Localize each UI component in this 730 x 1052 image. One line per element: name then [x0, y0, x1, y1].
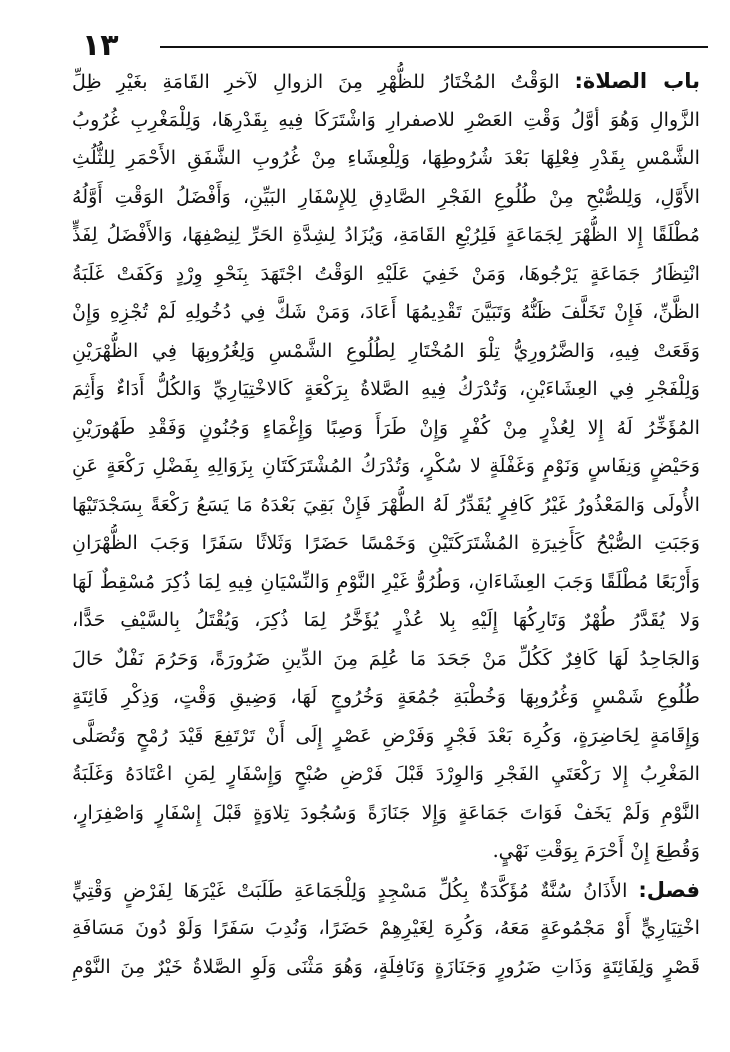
text-line: وَحَيْضٍ وَنِفَاسٍ وَنَوْمٍ وَغَفْلَةٍ لا سُكْرٍ، وَتُدْرَكُ المُشْتَرَكَتَانِ بِزَوَالِهِ بِفَضْلِ رَكْعَةٍ عَنِ — [72, 454, 700, 477]
text-line: مُطْلَقًا إِلا الظُّهْرَ لِجَمَاعَةٍ فَلِرُبْعِ القَامَةِ، وَيُزَادُ لِشِدَّةِ الحَرِّ لِنِصْفِهَا، وَالأَفْضَلُ لِفَذٍّ — [72, 223, 700, 246]
text-line: وَلا يُقَدَّرُ طُهْرٌ وَتَارِكُهَا إِلَيْهِ بِلا عُذْرٍ يُؤَخَّرُ لِمَا ذُكِرَ، وَيُقْتَلُ بِالسَّيْفِ حَدًّا، — [72, 608, 700, 631]
header-rule — [160, 46, 708, 48]
text-line: اخْتِيَارِيٍّ أَوْ مَجْمُوعَةٍ مَعَهُ، وَكُرِهَ لِغَيْرِهِمْ حَضَرًا، وَنُدِبَ سَفَرًا وَلَوْ دُونَ مَسَافَةِ — [72, 916, 700, 939]
section-heading-fasl: فصل: — [638, 877, 700, 902]
text-line: وَقَعَتْ فِيهِ، وَالضَّرُورِيُّ تِلْوَ المُخْتَارِ لِطُلُوعِ الشَّمْسِ وَلِغُرُوبِهَا فِي الظُّهْرَيْنِ — [72, 338, 700, 362]
text-line: وَلِلْفَجْرِ فِي العِشَاءَيْنِ، وَتُدْرَكُ فِيهِ الصَّلاةُ بِرَكْعَةٍ كَالاخْتِيَارِيِّ وَالكُلُّ أَدَاءٌ وَأَثِمَ — [72, 377, 700, 400]
text-line: وَقُطِعَ إِنْ أَحْرَمَ بِوَقْتِ نَهْيٍ. — [492, 839, 700, 862]
text-line: قَصْرٍ وَلِفَائِتَةٍ وَذَاتِ ضَرُورٍ وَجَنَازَةٍ وَنَافِلَةٍ، وَهُوَ مَثْنَى وَلَوِ الصَّلاةُ خَيْرٌ مِنَ النَّوْمِ — [72, 954, 700, 978]
text-line: الأُولَى وَالمَعْذُورُ غَيْرُ كَافِرٍ يُقَدِّرُ لَهُ الطُّهْرَ فَإِنْ بَقِيَ بَعْدَهُ مَا يَسَعُ رَكْعَةً بِسَجْدَتَيْهَا — [72, 492, 700, 516]
section-heading-salat: باب الصلاة: — [574, 69, 700, 93]
text-line: فصل: الأَذَانُ سُنَّةٌ مُؤَكَّدَةٌ بِكُلِّ مَسْجِدٍ وَلِلْجَمَاعَةِ طَلَبَتْ غَيْرَهَا لِفَرْضٍ وَقْتِيٍّ — [72, 877, 700, 902]
text-line: باب الصلاة: الوَقْتُ المُخْتَارُ للظُّهْرِ مِنَ الزوالِ لآخرِ القَامَةِ بغَيْرِ ظِلِّ — [72, 69, 700, 93]
text-line: وَأَرْبَعًا مُطْلَقًا وَجَبَ العِشَاءَانِ، وَطُرُوُّ غَيْرِ النَّوْمِ وَالنِّسْيَانِ فِيهِ لِمَا ذُكِرَ مُسْقِطٌ لَهَا — [72, 569, 700, 593]
text-line: المَغْرِبُ إِلا رَكْعَتَيِ الفَجْرِ وَالوِرْدَ قَبْلَ فَرْضِ صُبْحٍ وَإِسْفَارٍ لِمَنِ اعْتَادَهُ وَغَلَبَةُ — [72, 762, 700, 785]
body-text — [72, 62, 700, 986]
text-line: النَّوْمِ وَلَمْ يَخَفْ فَوَاتَ جَمَاعَةٍ وَإِلا جَنَازَةً وَسُجُودَ تِلاوَةٍ قَبْلَ إِسْفَارٍ وَاصْفِرَارٍ، — [72, 800, 700, 824]
page-number: ١٣ — [82, 28, 119, 63]
text-line: وَإِقَامَةٍ لِحَاضِرَةٍ، وَكُرِهَ بَعْدَ فَجْرٍ وَفَرْضِ عَصْرٍ إِلَى أَنْ تَرْتَفِعَ قَيْدَ رُمْحٍ وَتُصَلَّى — [72, 723, 700, 747]
text-line: وَالجَاحِدُ لَهَا كَافِرٌ كَكُلِّ مَنْ جَحَدَ مَا عُلِمَ مِنَ الدِّينِ ضَرُورَةً، وَحَرُمَ نَفْلٌ حَالَ — [72, 646, 700, 670]
text-line: الأَوَّلِ، وَلِلصُّبْحِ مِنْ طُلُوعِ الفَجْرِ الصَّادِقِ لِلإِسْفَارِ البَيِّنِ، وَأَفْضَلُ الوَقْتِ أَوَّلُهُ — [72, 184, 700, 208]
text-line: المُؤَخِّرُ لَهُ إِلا لِعُذْرٍ مِنْ كُفْرٍ وَإِنْ طَرَأَ وَصِبًا وَإِغْمَاءٍ وَجُنُونٍ وَفَقْدِ طَهُورَيْنِ — [72, 415, 700, 439]
text-line: الشَّمْسِ بِقَدْرِ فِعْلِهَا بَعْدَ شُرُوطِهَا، وَلِلْعِشَاءِ مِنْ غُرُوبِ الشَّفَقِ الأَحْمَرِ لِلثُّلُثِ — [72, 146, 700, 169]
text-line: الزَّوالِ وَهُوَ أوَّلُ وَقْتِ العَصْرِ للاصفرارِ وَاشْتَرَكَا فِيهِ بِقَدْرِهَا، وَلِلْمَغْرِبِ غُرُوبُ — [72, 107, 700, 131]
page-header — [60, 26, 710, 66]
text-line: طُلُوعِ شَمْسٍ وَغُرُوبِهَا وَخُطْبَةِ جُمُعَةٍ وَخُرُوجٍ لَهَا، وَضِيقِ وَقْتٍ، وَذِكْرِ فَائِتَةٍ — [72, 685, 700, 708]
text-line: وَجَبَتِ الصُّبْحُ كَأَخِيرَةِ المُشْتَرَكَتَيْنِ وَخَمْسًا حَضَرًا وَثَلاثًا سَفَرًا وَجَبَ الظُّهْرَانِ — [72, 531, 700, 554]
text-line: انْتِظَارُ جَمَاعَةٍ يَرْجُوهَا، وَمَنْ خَفِيَ عَلَيْهِ الوَقْتُ اجْتَهَدَ بِنَحْوِ وِرْدٍ وَكَفَتْ غَلَبَةُ — [72, 261, 700, 285]
text-line: الظَّنِّ، فَإِنْ تَخَلَّفَ ظَنُّهُ وَتَبَيَّنَ تَقْدِيمُهَا أَعَادَ، وَمَنْ شَكَّ فِي دُخُولِهِ لَمْ تُجْزِهِ وَإِنْ — [72, 300, 700, 323]
